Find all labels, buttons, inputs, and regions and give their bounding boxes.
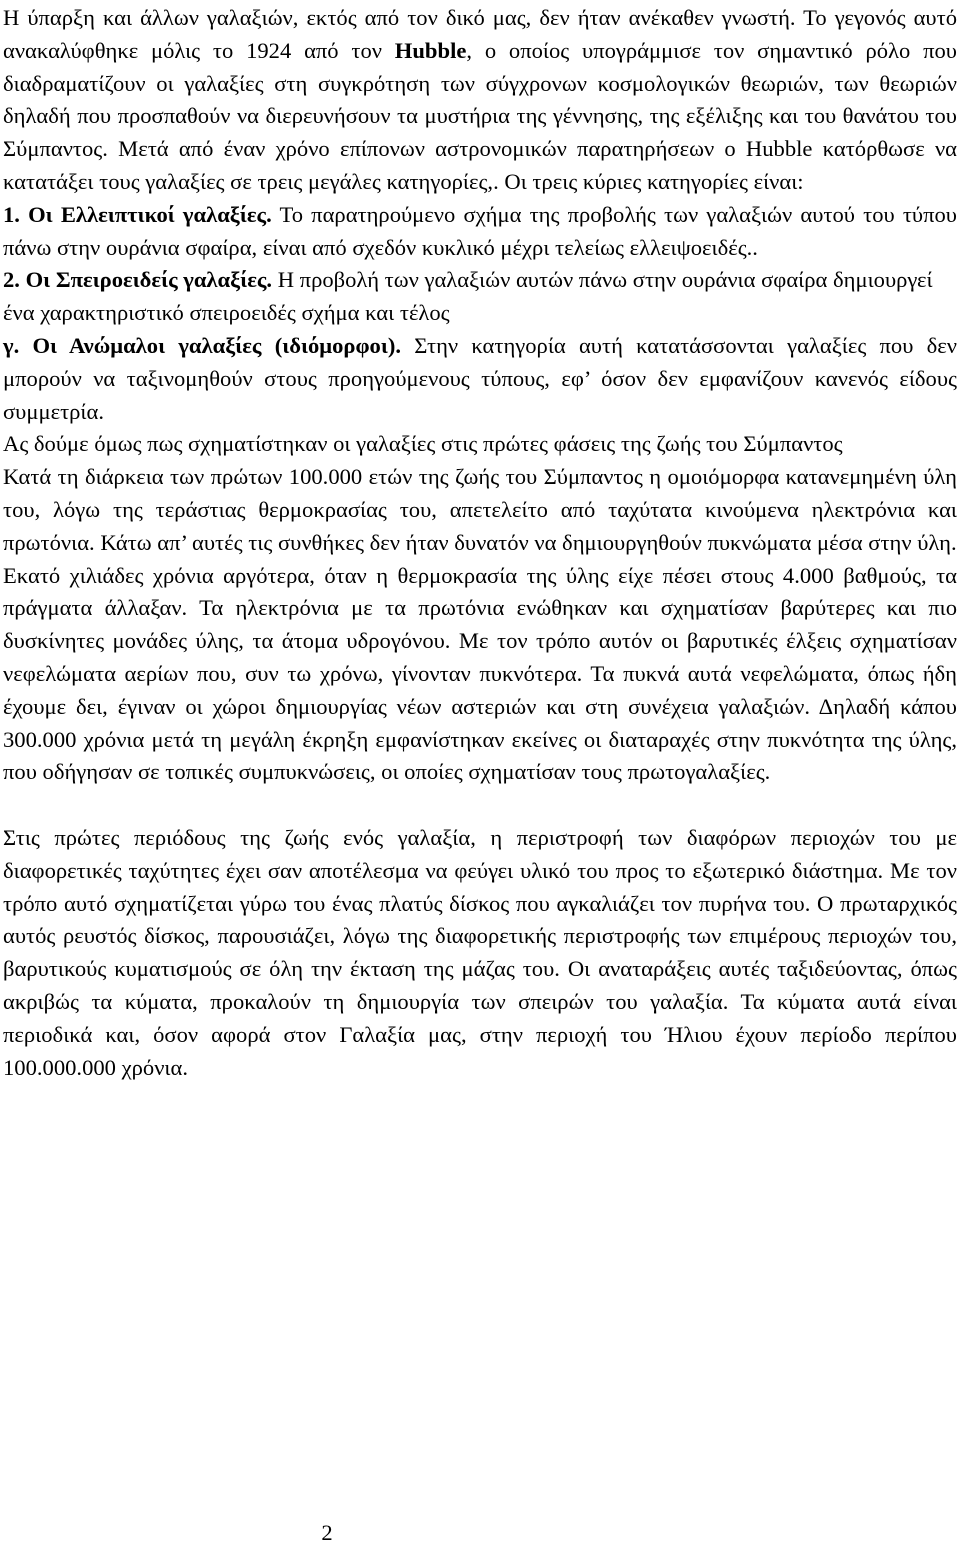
paragraph-spacer <box>3 789 957 822</box>
category-spiral <box>3 264 957 330</box>
intro-text-2: , ο οποίος υπογράμμισε τον σημαντικό ρόλο που διαδραματίζουν οι γαλαξίες στη συγκρότηση των σύγχρονων κοσμολογικών θεωριών, των θεωριών δηλαδή που προσπαθούν να διερευνήσουν τα μυστήρια της γέννησης, της εξέλιξης και του θανάτου του Σύμπαντος. Μετά από έναν χρόνο επίπονων αστρονομικών παρατηρήσεων ο Hubble κατόρθωσε να κατατάξει τους γαλαξίες σε τρεις μεγάλες κατηγορίες,. Οι τρεις κύριες κατηγορίες είναι: <box>3 37 957 194</box>
intro-paragraph <box>3 2 957 199</box>
category-name: Ανώμαλοι γαλαξίες (ιδιόμορφοι). <box>69 332 402 358</box>
early-universe-paragraph: Κατά τη διάρκεια των πρώτων 100.000 ετών της ζωής του Σύμπαντος η ομοιόμορφα κατανεμημένη ύλη του, λόγω της τεράστιας θερμοκρασίας του, απετελείτο από ταχύτατα κινούμενα ηλεκτρόνια και πρωτόνια. Κάτω απ’ αυτές τις συνθήκες δεν ήταν δυνατόν να δημιουργηθούν πυκνώματα μέσα στην ύλη. <box>3 464 957 555</box>
cooling-paragraph: Εκατό χιλιάδες χρόνια αργότερα, όταν η θερμοκρασία της ύλης είχε πέσει στους 4.000 βαθμούς, τα πράγματα άλλαξαν. Τα ηλεκτρόνια με τα πρωτόνια ενώθηκαν και σχηματίσαν βαρύτερες και πιο δυσκίνητες μονάδες ύλης, τα άτομα υδρογόνου. Με τον τρόπο αυτόν οι βαρυτικές έλξεις σχηματίσαν νεφελώματα αερίων που, συν τω χρόνω, γίνονταν πυκνότερα. Τα πυκνά αυτά νεφελώματα, όπως ήδη έχουμε δει, έγιναν οι χώροι δημιουργίας νέων αστεριών και στη συνέχεια γαλαξιών. Δηλαδή κάπου 300.000 χρόνια μετά τη μεγάλη έκρηξη εμφανίστηκαν εκείνες οι διαταραχές στην πυκνότητα της ύλης, που οδήγησαν σε τοπικές συμπυκνώσεις, οι οποίες σχηματίσαν τους πρωτογαλαξίες. <box>3 562 957 785</box>
page-number: 2 <box>321 1520 333 1545</box>
spiral-formation-paragraph: Στις πρώτες περιόδους της ζωής ενός γαλαξία, η περιστροφή των διαφόρων περιοχών του με διαφορετικές ταχύτητες έχει σαν αποτέλεσμα να φεύγει υλικό του προς το εξωτερικό διάστημα. Με τον τρόπο αυτό σχηματίζεται γύρω του ένας πλατύς δίσκος που αγκαλιάζει τον πυρήνα του. Ο πρωταρχικός αυτός ρευστός δίσκος, παρουσιάζει, λόγω της διαφορετικής περιστροφής των επιμέρους περιοχών του, βαρυτικούς κυματισμούς σε όλη την έκταση της μάζας του. Οι αναταράξεις αυτές ταξιδεύοντας, όπως ακριβώς τα κύματα, προκαλούν τη δημιουργία των σπειρών του γαλαξία. Τα κύματα αυτά είναι περιοδικά και, όσον αφορά στον Γαλαξία μας, στην περιοχή του Ήλιου έχουν περίοδο περίπου 100.000.000 χρόνια. <box>3 824 957 1080</box>
category-text: Το παρατηρούμενο σχήμα της προβολής των γαλαξιών αυτού του τύπου πάνω στην ουράνια σφαίρα, είναι από σχεδόν κυκλικό μέχρι τελείως ελλειψοειδές.. <box>3 201 957 260</box>
intro-text-1: Η ύπαρξη και άλλων γαλαξιών, εκτός από τον δικό μας, δεν ήταν ανέκαθεν γνωστή. Το γεγονός αυτό ανακαλύφθηκε μόλις το 1924 από τον <box>3 5 957 63</box>
formation-intro-paragraph: Ας δούμε όμως πως σχηματίστηκαν οι γαλαξίες στις πρώτες φάσεις της ζωής του Σύμπαντος <box>3 431 843 457</box>
category-label: 1. Οι <box>3 201 61 227</box>
category-irregular <box>3 330 957 428</box>
category-text: Στην κατηγορία αυτή κατατάσσονται γαλαξίες που δεν μπορούν να ταξινομηθούν στους προηγούμενους τύπους, εφ’ όσον δεν εμφανίζουν κανενός είδους συμμετρία. <box>3 332 957 424</box>
category-text: Η προβολή των γαλαξιών αυτών πάνω στην ουράνια σφαίρα δημιουργεί ένα χαρακτηριστικό σπειροειδές σχήμα και τέλος <box>3 267 933 326</box>
category-label: γ. Οι <box>3 332 70 358</box>
category-label: 2. Οι <box>3 267 56 293</box>
category-name: Σπειροειδείς γαλαξίες. <box>55 267 273 293</box>
category-elliptical <box>3 199 957 265</box>
hubble-name: Hubble <box>394 37 467 63</box>
category-name: Ελλειπτικοί γαλαξίες. <box>60 201 272 227</box>
